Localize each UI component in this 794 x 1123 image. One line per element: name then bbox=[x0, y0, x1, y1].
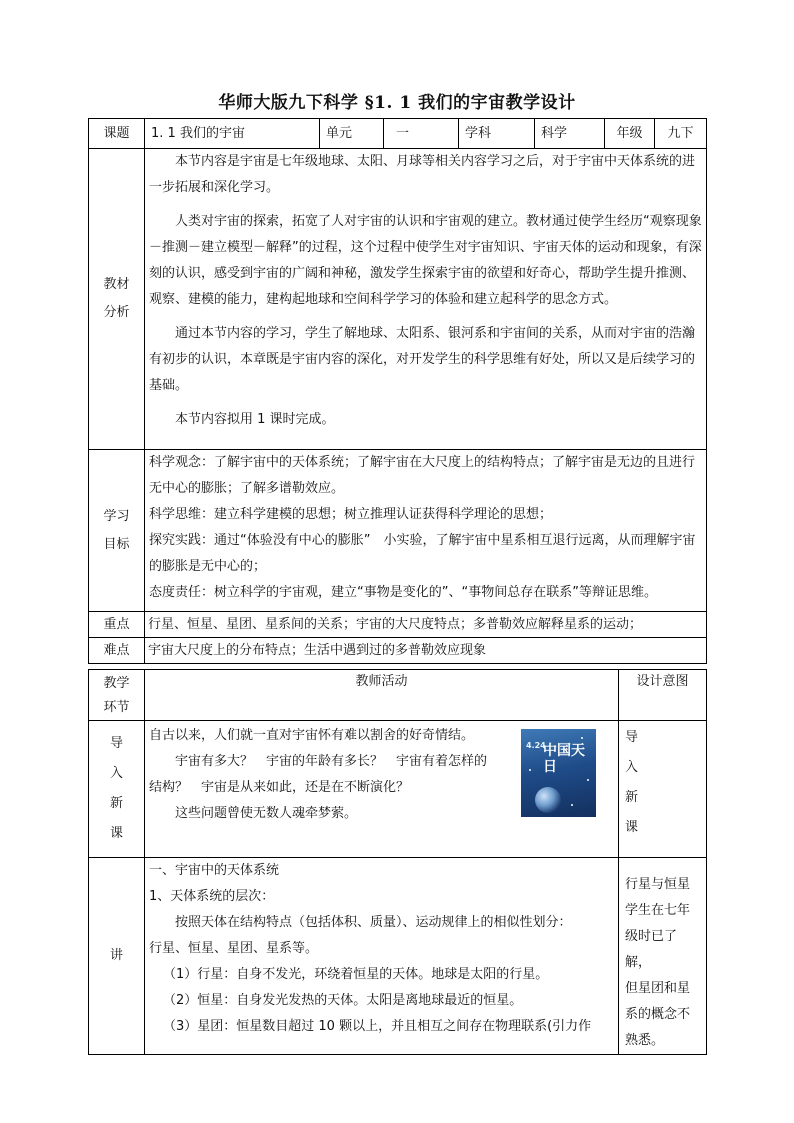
intro-line: 宇宙有多大？ 宇宙的年龄有多长？ 宇宙有着怎样的 bbox=[175, 754, 488, 769]
star-icon bbox=[529, 769, 531, 771]
intro-stage: 导 入 新 课 bbox=[89, 721, 145, 858]
lecture-line: 行星、恒星、星团、星系等。 bbox=[149, 941, 319, 956]
lecture-line: （1）行星：自身不发光，环绕着恒星的天体。地球是太阳的行星。 bbox=[163, 967, 549, 982]
poster-title: 中国天日 bbox=[543, 743, 585, 775]
objective-item: 态度责任：树立科学的宇宙观，建立“事物是变化的”、“事物间总存在联系”等辩证思维。 bbox=[149, 585, 657, 600]
lecture-line: 一、宇宙中的天体系统 bbox=[149, 863, 280, 878]
intro-line: 结构？ 宇宙是从来如此，还是在不断演化？ bbox=[149, 780, 410, 795]
lecture-line: 1、天体系统的层次： bbox=[149, 889, 275, 904]
lesson-info-table bbox=[88, 118, 707, 664]
unit-label: 单元 bbox=[320, 119, 384, 149]
objectives-content bbox=[145, 450, 707, 612]
stage-header: 教学 环节 bbox=[89, 670, 145, 721]
analysis-paragraph: 人类对宇宙的探索，拓宽了人对宇宙的认识和宇宙观的建立。教材通过使学生经历“观察现象－推测－建立模型－解释”的过程，这个过程中使学生对宇宙知识、宇宙天体的运动和现象，有深刻的认识，感受到宇宙的广阔和神秘，激发学生探索宇宙的欲望和好奇心，帮助学生提升推测、观察、建模的能力，建构起地球和空间科学学习的体验和建立起科学的思念方式。 bbox=[149, 214, 702, 307]
objective-item: 探究实践：通过“体验没有中心的膨胀” 小实验，了解宇宙中星系相互退行远离，从而理解宇宙的膨胀是无中心的； bbox=[149, 533, 696, 574]
difficulties-label: 难点 bbox=[89, 638, 145, 664]
lecture-line: （3）星团：恒星数目超过 10 颗以上，并且相互之间存在物理联系(引力作 bbox=[163, 1019, 592, 1034]
star-icon bbox=[581, 737, 583, 739]
topic-value: 1. 1 我们的宇宙 bbox=[145, 119, 320, 149]
grade-value: 九下 bbox=[655, 119, 707, 149]
lecture-activity bbox=[145, 858, 619, 1055]
analysis-paragraph: 本节内容拟用 1 课时完成。 bbox=[175, 412, 335, 427]
unit-value: 一 bbox=[384, 119, 459, 149]
intro-line: 这些问题曾使无数人魂牵梦萦。 bbox=[175, 806, 358, 821]
lecture-stage: 讲 bbox=[89, 858, 145, 1055]
lecture-line: 按照天体在结构特点（包括体积、质量）、运动规律上的相似性划分： bbox=[175, 915, 572, 930]
subject-value: 科学 bbox=[535, 119, 605, 149]
objectives-label: 学习 目标 bbox=[89, 450, 145, 612]
lecture-line: （2）恒星：自身发光发热的天体。太阳是离地球最近的恒星。 bbox=[163, 993, 523, 1008]
analysis-paragraph: 本节内容是宇宙是七年级地球、太阳、月球等相关内容学习之后，对于宇宙中天体系统的进一步拓展和深化学习。 bbox=[149, 154, 696, 195]
objective-item: 科学观念：了解宇宙中的天体系统；了解宇宙在大尺度上的结构特点；了解宇宙是无边的且进行无中心的膨胀；了解多谱勒效应。 bbox=[149, 455, 696, 496]
document-title: 华师大版九下科学 §1. 1 我们的宇宙教学设计 bbox=[218, 93, 576, 113]
teaching-process-table bbox=[88, 669, 707, 1055]
star-icon bbox=[587, 779, 589, 781]
analysis-label: 教材 分析 bbox=[89, 149, 145, 450]
objective-item: 科学思维：建立科学建模的思想；树立推理认证获得科学理论的思想； bbox=[149, 507, 553, 522]
poster-date: 4.24 bbox=[526, 741, 546, 750]
analysis-paragraph: 通过本节内容的学习，学生了解地球、太阳系、银河系和宇宙间的关系，从而对宇宙的浩瀚有初步的认识，本章既是宇宙内容的深化，对开发学生的科学思维有好处，所以又是后续学习的基础。 bbox=[149, 326, 696, 393]
analysis-content bbox=[145, 149, 707, 450]
key-points-label: 重点 bbox=[89, 612, 145, 638]
difficulties-text: 宇宙大尺度上的分布特点；生活中遇到过的多普勒效应现象 bbox=[145, 638, 707, 664]
key-points-text: 行星、恒星、星团、星系间的关系；宇宙的大尺度特点；多普勒效应解释星系的运动； bbox=[145, 612, 707, 638]
subject-label: 学科 bbox=[459, 119, 535, 149]
teacher-activity-header: 教师活动 bbox=[145, 670, 619, 721]
topic-label: 课题 bbox=[89, 119, 145, 149]
lecture-intent: 行星与恒星 学生在七年 级时已了解， 但星团和星 系的概念不 熟悉。 bbox=[619, 858, 707, 1055]
intro-line: 自古以来，人们就一直对宇宙怀有难以割舍的好奇情结。 bbox=[149, 728, 475, 743]
grade-label: 年级 bbox=[605, 119, 655, 149]
star-icon bbox=[571, 804, 573, 806]
space-day-poster-image bbox=[521, 729, 596, 817]
design-intent-header: 设计意图 bbox=[619, 670, 707, 721]
intro-intent: 导 入 新 课 bbox=[619, 721, 707, 858]
planet-icon bbox=[535, 787, 561, 813]
